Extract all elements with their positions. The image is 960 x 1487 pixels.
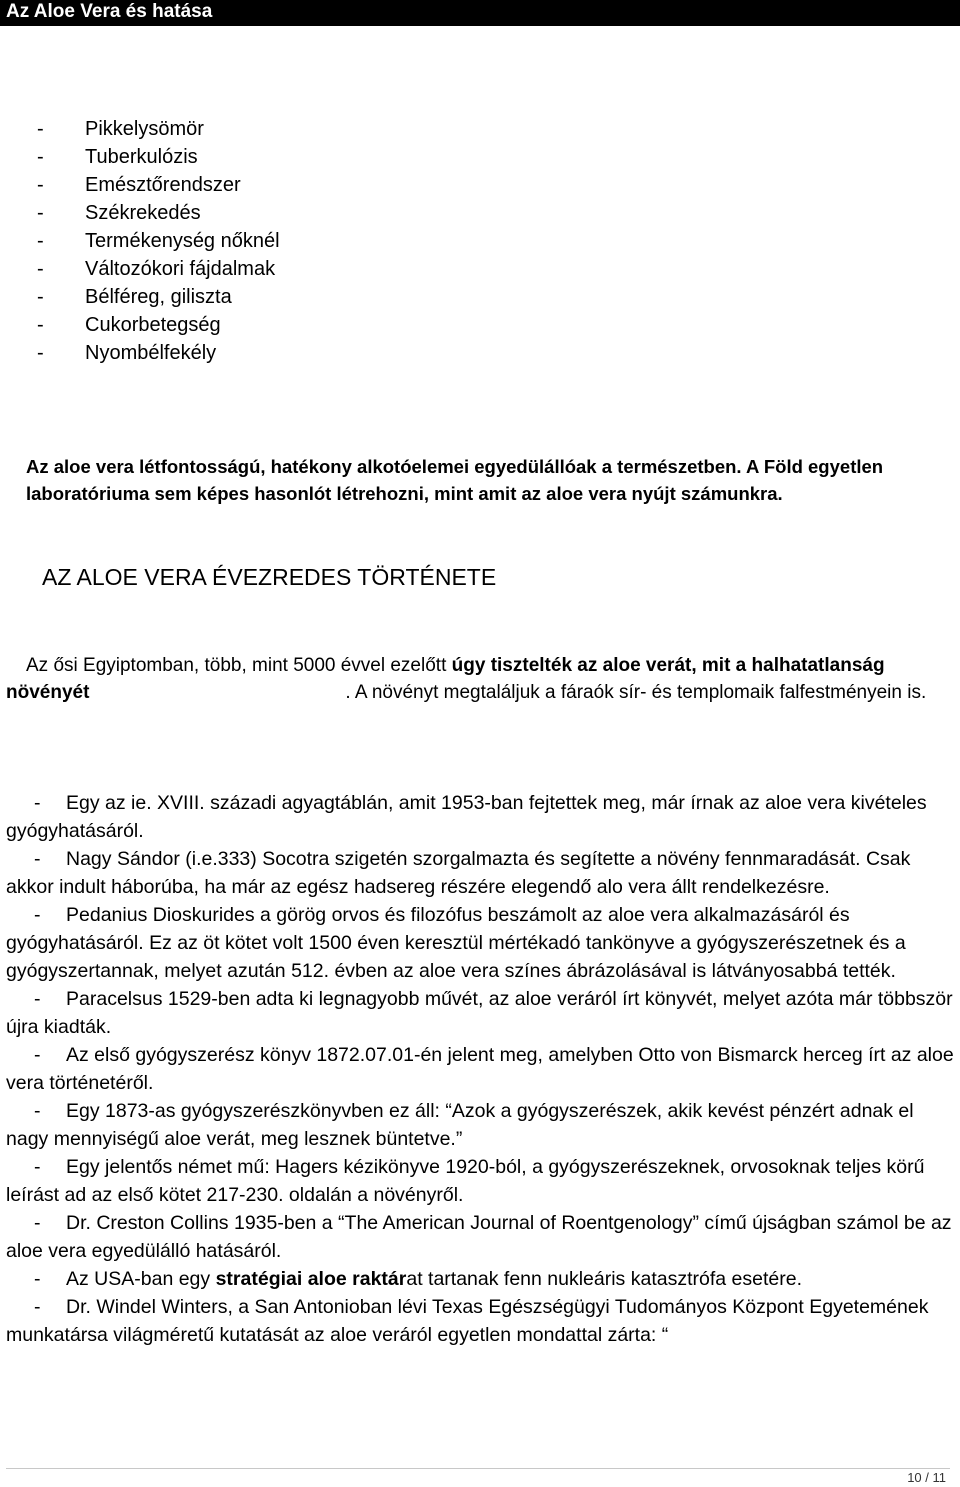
history-item: - Az USA-ban egy stratégiai aloe raktárat tartanak fenn nukleáris katasztrófa esetére.	[34, 1268, 802, 1290]
list-item: - Cukorbetegség	[37, 314, 221, 336]
history-item: - Nagy Sándor (i.e.333) Socotra szigetén szorgalmazta és segítette a növény fennmaradását. Csak akkor indult háborúba, ha már az egész hadsereg részére elegendő alo vera állt rendelkezésre.	[6, 848, 911, 898]
history-list	[6, 789, 956, 1349]
intro-paragraph: Az aloe vera létfontosságú, hatékony alkotóelemei egyedülállóak a természetben. A Föld egyetlen laboratóriuma sem képes hasonlót létrehozni, mint amit az aloe vera nyújt számunkra.	[26, 456, 884, 504]
emphasis-text: úgy tisztelték az aloe verát, mit a halhatatlanság növényét	[6, 655, 885, 703]
list-item: - Emésztőrendszer	[37, 174, 241, 196]
condition-list	[37, 115, 280, 367]
document-title: Az Aloe Vera és hatása	[6, 1, 213, 22]
footer-divider	[6, 1468, 950, 1469]
history-item: - Dr. Windel Winters, a San Antonioban lévi Texas Egészségügyi Tudományos Központ Egyetemének munkatársa világméretű kutatását az aloe veráról egyetlen mondattal zárta: “	[6, 1296, 929, 1346]
history-item: - Egy 1873-as gyógyszerészkönyvben ez áll: “Azok a gyógyszerészek, akik kevést pénzért adnak el nagy mennyiségű aloe verát, meg lesznek büntetve.”	[6, 1100, 914, 1150]
list-item: - Tuberkulózis	[37, 146, 198, 168]
history-item: - Az első gyógyszerész könyv 1872.07.01-én jelent meg, amelyben Otto von Bismarck herceg írt az aloe vera történetéről.	[6, 1044, 954, 1094]
list-item: - Változókori fájdalmak	[37, 258, 276, 280]
list-item: - Pikkelysömör	[37, 118, 204, 140]
history-item: - Paracelsus 1529-ben adta ki legnagyobb művét, az aloe veráról írt könyvét, melyet azóta már többször újra kiadták.	[6, 988, 953, 1038]
history-item: - Pedanius Dioskurides a görög orvos és filozófus beszámolt az aloe vera alkalmazásáról és gyógyhatásáról. Ez az öt kötet volt 1500 éven keresztül mértékadó tankönyve a gyógyszerészetnek és a gyógyszertannak, melyet azután 512. évben az aloe vera színes ábrázolásával is látványosabbá tették.	[6, 904, 906, 982]
section-heading: AZ ALOE VERA ÉVEZREDES TÖRTÉNETE	[42, 564, 497, 590]
page-number: 10 / 11	[907, 1470, 946, 1485]
history-item: - Egy az ie. XVIII. századi agyagtáblán, amit 1953-ban fejtettek meg, már írnak az aloe vera kivételes gyógyhatásáról.	[6, 792, 927, 842]
egypt-paragraph: Az ősi Egyiptomban, több, mint 5000 évvel ezelőtt úgy tisztelték az aloe verát, mit a halhatatlanság növényét . A növényt megtaláljuk a fáraók sír- és templomaik falfestményein is.	[6, 655, 927, 703]
history-item: - Egy jelentős német mű: Hagers kézikönyve 1920-ból, a gyógyszerészeknek, orvosoknak teljes körű leírást ad az első kötet 217-230. oldalán a növényről.	[6, 1156, 925, 1206]
history-item: - Dr. Creston Collins 1935-ben a “The American Journal of Roentgenology” című újságban számol be az aloe vera egyedülálló hatásáról.	[6, 1212, 952, 1262]
list-item: - Székrekedés	[37, 202, 201, 224]
list-item: - Nyombélfekély	[37, 342, 217, 364]
list-item: - Bélféreg, giliszta	[37, 286, 232, 308]
list-item: - Termékenység nőknél	[37, 230, 280, 252]
emphasis-text: stratégiai aloe raktár	[215, 1268, 407, 1290]
page-header	[0, 0, 960, 26]
